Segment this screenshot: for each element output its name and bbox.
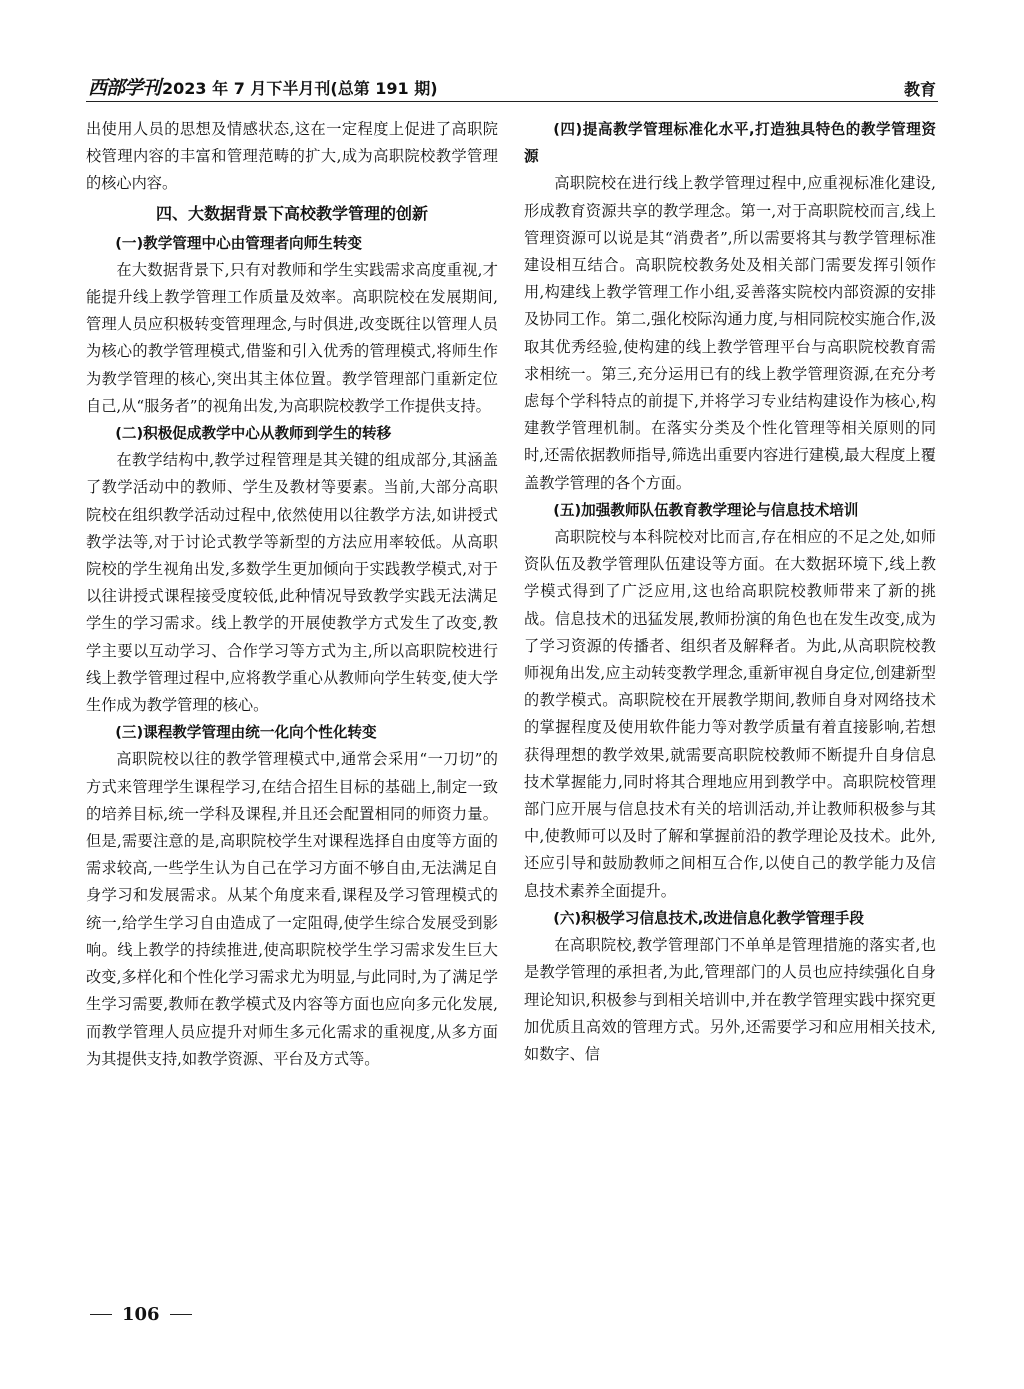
right-column xyxy=(524,116,936,1068)
page-footer xyxy=(90,1299,192,1329)
subsection-heading: (一)教学管理中心由管理者向师生转变 xyxy=(115,234,363,252)
journal-title xyxy=(88,73,438,100)
paragraph: 高职院校在进行线上教学管理过程中,应重视标准化建设,形成教育资源共享的教学理念。第一,对于高职院校而言,线上管理资源可以说是其“消费者”,所以需要将其与教学管理标准建设相互结合。高职院校教务处及相关部门需要发挥引领作用,构建线上教学管理工作小组,妥善落实院校内部资源的安排及协同工作。第二,强化校际沟通力度,与相同院校实施合作,汲取其优秀经验,使构建的线上教学管理平台与高职院校教育需求相统一。第三,充分运用已有的线上教学管理资源,在充分考虑每个学科特点的前提下,并将学习专业结构建设作为核心,构建教学管理机制。在落实分类及个性化管理等相关原则的同时,还需依据教师指导,筛选出重要内容进行建模,最大程度上覆盖教学管理的各个方面。 xyxy=(524,174,936,492)
left-column xyxy=(86,116,498,1073)
journal-issue: 2023 年 7 月下半月刊(总第 191 期) xyxy=(162,79,438,98)
subsection-heading: (五)加强教师队伍教育教学理论与信息技术培训 xyxy=(553,501,859,519)
subsection-heading: (二)积极促成教学中心从教师到学生的转移 xyxy=(115,425,392,443)
dash-right xyxy=(170,1314,192,1315)
dash-left xyxy=(90,1314,112,1315)
section-name: 教育 xyxy=(903,80,936,99)
journal-logo: 西部学刊 xyxy=(88,77,161,99)
header-rule xyxy=(86,101,938,102)
page-number: 106 xyxy=(122,1303,160,1325)
paragraph: 高职院校与本科院校对比而言,存在相应的不足之处,如师资队伍及教学管理队伍建设等方面。在大数据环境下,线上教学模式得到了广泛应用,这也给高职院校教师带来了新的挑战。信息技术的迅猛发展,教师扮演的角色也在发生改变,成为了学习资源的传播者、组织者及解释者。为此,从高职院校教师视角出发,应主动转变教学理念,重新审视自身定位,创建新型的教学模式。高职院校在开展教学期间,教师自身对网络技术的掌握程度及使用软件能力等对教学质量有着直接影响,若想获得理想的教学效果,就需要高职院校教师不断提升自身信息技术掌握能力,同时将其合理地应用到教学中。高职院校管理部门应开展与信息技术有关的培训活动,并让教师积极参与其中,使教师可以及时了解和掌握前沿的教学理论及技术。此外,还应引导和鼓励教师之间相互合作,以使自己的教学能力及信息技术素养全面提升。 xyxy=(524,528,936,900)
paragraph: 高职院校以往的教学管理模式中,通常会采用“一刀切”的方式来管理学生课程学习,在结合招生目标的基础上,制定一致的培养目标,统一学科及课程,并且还会配置相同的师资力量。但是,需要注意的是,高职院校学生对课程选择自由度等方面的需求较高,一些学生认为自己在学习方面不够自由,无法满足自身学习和发展需求。从某个角度来看,课程及学习管理模式的统一,给学生学习自由造成了一定阻碍,使学生综合发展受到影响。线上教学的持续推进,使高职院校学生学习需求发生巨大改变,多样化和个性化学习需求尤为明显,与此同时,为了满足学生学习需要,教师在教学模式及内容等方面也应向多元化发展,而教学管理人员应提升对师生多元化需求的重视度,从多方面为其提供支持,如教学资源、平台及方式等。 xyxy=(86,750,498,1068)
running-header xyxy=(88,70,936,100)
subsection-heading: (四)提高教学管理标准化水平,打造独具特色的教学管理资源 xyxy=(524,121,936,166)
paragraph: 在大数据背景下,只有对教师和学生实践需求高度重视,才能提升线上教学管理工作质量及效率。高职院校在发展期间,管理人员应积极转变管理理念,与时俱进,改变既往以管理人员为核心的教学管理模式,借鉴和引入优秀的管理模式,将师生作为教学管理的核心,突出其主体位置。教学管理部门重新定位自己,从“服务者”的视角出发,为高职院校教学工作提供支持。 xyxy=(86,260,498,415)
section-heading: 四、大数据背景下高校教学管理的创新 xyxy=(155,203,428,223)
paragraph: 在高职院校,教学管理部门不单单是管理措施的落实者,也是教学管理的承担者,为此,管理部门的人员也应持续强化自身理论知识,积极参与到相关培训中,并在教学管理实践中探究更加优质且高效的管理方式。另外,还需要学习和应用相关技术,如数字、信 xyxy=(524,936,936,1063)
paragraph: 出使用人员的思想及情感状态,这在一定程度上促进了高职院校管理内容的丰富和管理范畴的扩大,成为高职院校教学管理的核心内容。 xyxy=(86,120,498,193)
subsection-heading: (三)课程教学管理由统一化向个性化转变 xyxy=(115,724,377,742)
subsection-heading: (六)积极学习信息技术,改进信息化教学管理手段 xyxy=(553,909,864,927)
paragraph: 在教学结构中,教学过程管理是其关键的组成部分,其涵盖了教学活动中的教师、学生及教材等要素。当前,大部分高职院校在组织教学活动过程中,依然使用以往教学方法,如讲授式教学法等,对于讨论式教学等新型的方法应用率较低。从高职院校的学生视角出发,多数学生更加倾向于实践教学模式,对于以往讲授式课程接受度较低,此种情况导致教学实践无法满足学生的学习需求。线上教学的开展使教学方式发生了改变,教学主要以互动学习、合作学习等方式为主,所以高职院校进行线上教学管理过程中,应将教学重心从教师向学生转变,使大学生作成为教学管理的核心。 xyxy=(86,451,498,715)
